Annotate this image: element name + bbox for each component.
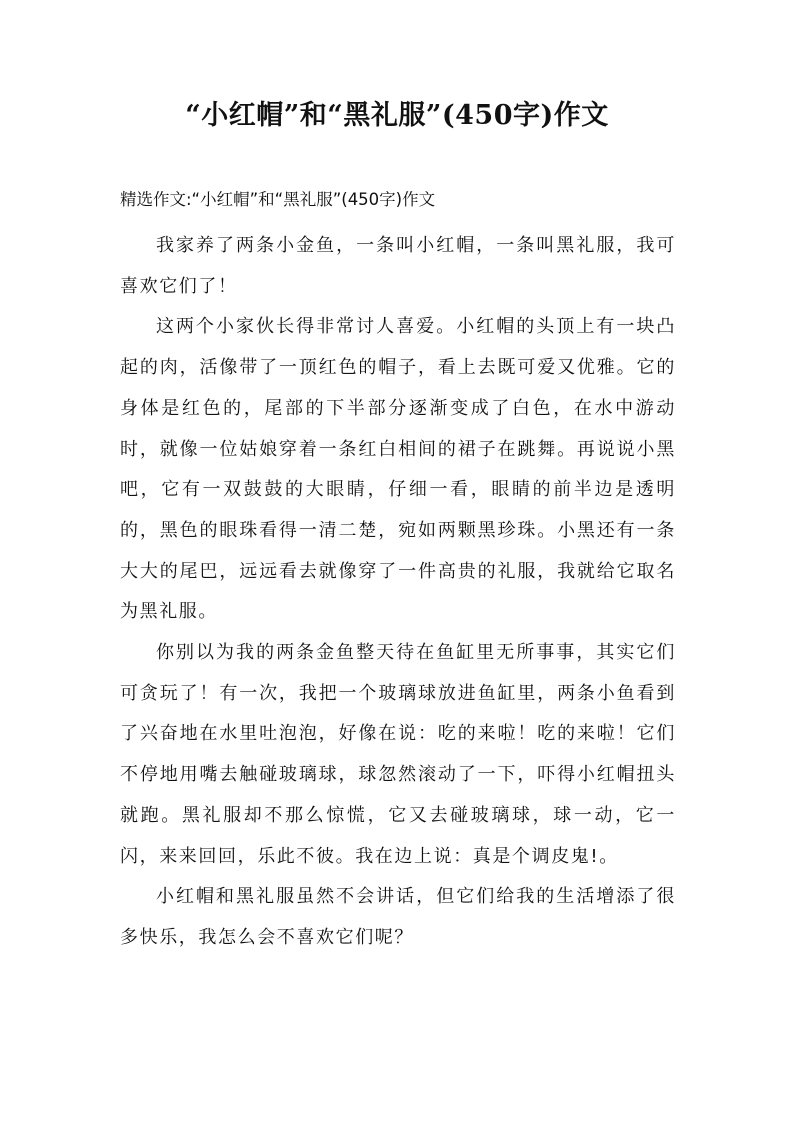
document-body bbox=[120, 226, 676, 959]
document-title: “小红帽”和“黑礼服”(450字)作文 bbox=[185, 100, 609, 131]
paragraph: 这两个小家伙长得非常讨人喜爱。小红帽的头顶上有一块凸起的肉，活像带了一顶红色的帽子，看上去既可爱又优雅。它的身体是红色的，尾部的下半部分逐渐变成了白色，在水中游动时，就像一位姑娘穿着一条红白相间的裙子在跳舞。再说说小黑吧，它有一双鼓鼓的大眼睛，仔细一看，眼睛的前半边是透明的，黑色的眼珠看得一清二楚，宛如两颗黑珍珠。小黑还有一条大大的尾巴，远远看去就像穿了一件高贵的礼服，我就给它取名为黑礼服。 bbox=[120, 316, 676, 623]
document-subtitle: 精选作文:“小红帽”和“黑礼服”(450字)作文 bbox=[120, 190, 436, 209]
paragraph: 你别以为我的两条金鱼整天待在鱼缸里无所事事，其实它们可贪玩了！有一次，我把一个玻璃球放进鱼缸里，两条小鱼看到了兴奋地在水里吐泡泡，好像在说：吃的来啦！吃的来啦！它们不停地用嘴去触碰玻璃球，球忽然滚动了一下，吓得小红帽扭头就跑。黑礼服却不那么惊慌，它又去碰玻璃球，球一动，它一闪，来来回回，乐此不彼。我在边上说：真是个调皮鬼!。 bbox=[120, 642, 676, 867]
paragraph: 我家养了两条小金鱼，一条叫小红帽，一条叫黑礼服，我可喜欢它们了！ bbox=[120, 235, 676, 297]
paragraph: 小红帽和黑礼服虽然不会讲话，但它们给我的生活增添了很多快乐，我怎么会不喜欢它们呢？ bbox=[120, 886, 676, 948]
